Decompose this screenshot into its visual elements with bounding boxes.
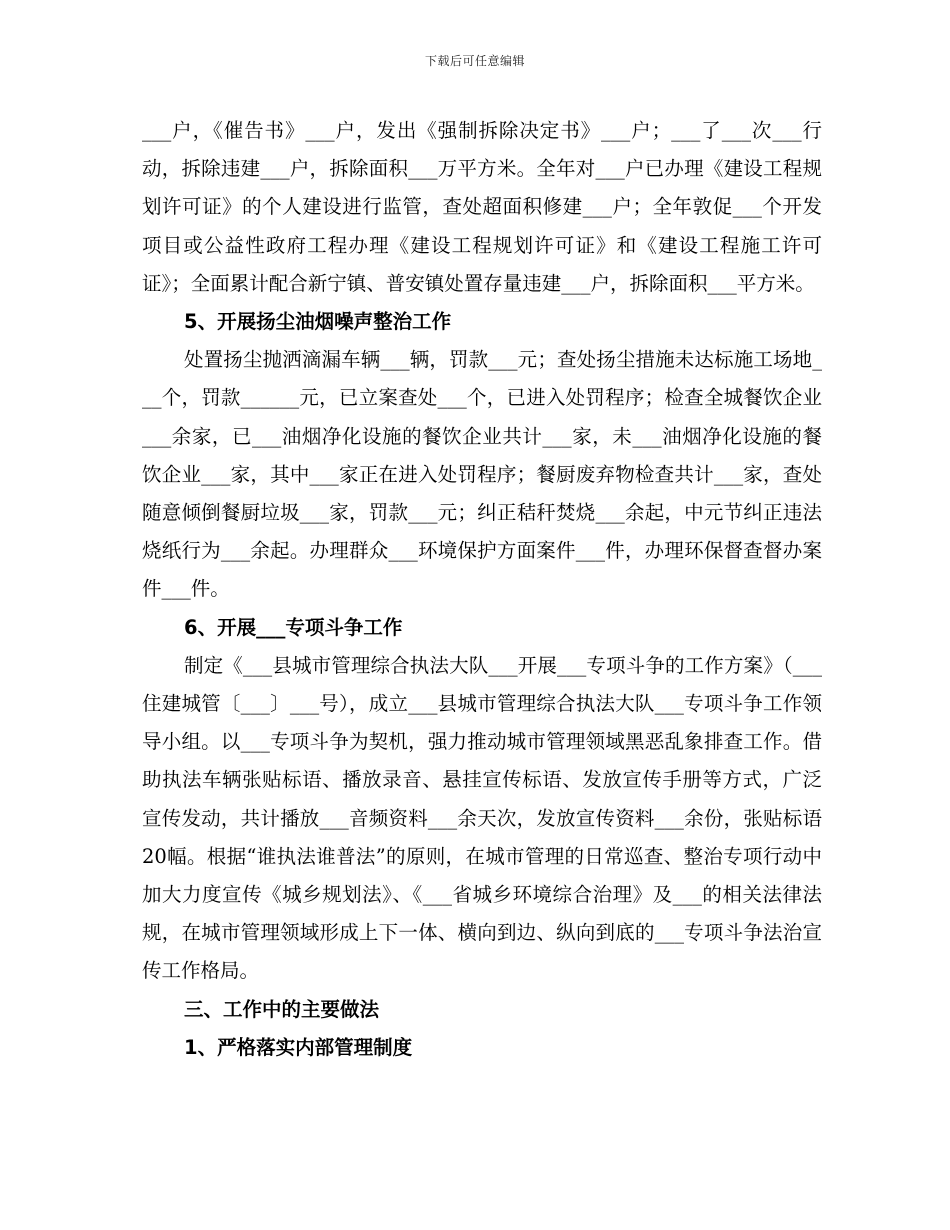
paragraph-special-campaign: 制定《___县城市管理综合执法大队___开展___专项斗争的工作方案》（___住建城管〔___〕___号），成立___县城市管理综合执法大队___专项斗争工作领导小组。以___专项斗争为契机，强力推动城市管理领域黑恶乱象排查工作。借助执法车辆张贴标语、播放录音、悬挂宣传标语、发放宣传手册等方式，广泛宣传发动，共计播放___音频资料___余天次，发放宣传资料___余份，张贴标语20幅。根据“谁执法谁普法”的原则，在城市管理的日常巡查、整治专项行动中加大力度宣传《城乡规划法》、《___省城乡环境综合治理》及___的相关法律法规，在城市管理领域形成上下一体、横向到边、纵向到底的___专项斗争法治宣传工作格局。: [142, 653, 822, 983]
heading-internal-management: 1、严格落实内部管理制度: [184, 1035, 413, 1059]
heading-dust-smoke-noise: 5、开展扬尘油烟噪声整治工作: [184, 310, 452, 334]
paragraph-enforcement-stats: ___户，《催告书》___户，发出《强制拆除决定书》___户；___了___次___行动，拆除违建___户，拆除面积___万平方米。全年对___户已办理《建设工程规划许可证》的个人建设进行监管，查处超面积修建___户；全年敦促___个开发项目或公益性政府工程办理《建设工程规划许可证》和《建设工程施工许可证》；全面累计配合新宁镇、普安镇处置存量违建___户，拆除面积___平方米。: [142, 119, 822, 295]
paragraph-dust-smoke-noise: 处置扬尘抛洒滴漏车辆___辆，罚款___元；查处扬尘措施未达标施工场地___个，罚款______元，已立案查处___个，已进入处罚程序；检查全城餐饮企业___余家，已___油烟净化设施的餐饮企业共计___家，未___油烟净化设施的餐饮企业___家，其中___家正在进入处罚程序；餐厨废弃物检查共计___家，查处随意倾倒餐厨垃圾___家，罚款___元；纠正秸秆焚烧___余起，中元节纠正违法烧纸行为___余起。办理群众___环境保护方面案件___件，办理环保督查督办案件___件。: [142, 348, 822, 601]
document-body: [142, 112, 822, 1067]
heading-main-practices: 三、工作中的主要做法: [184, 997, 380, 1021]
heading-special-campaign: 6、开展___专项斗争工作: [184, 615, 403, 639]
page-header: 下载后可任意编辑: [424, 54, 525, 68]
